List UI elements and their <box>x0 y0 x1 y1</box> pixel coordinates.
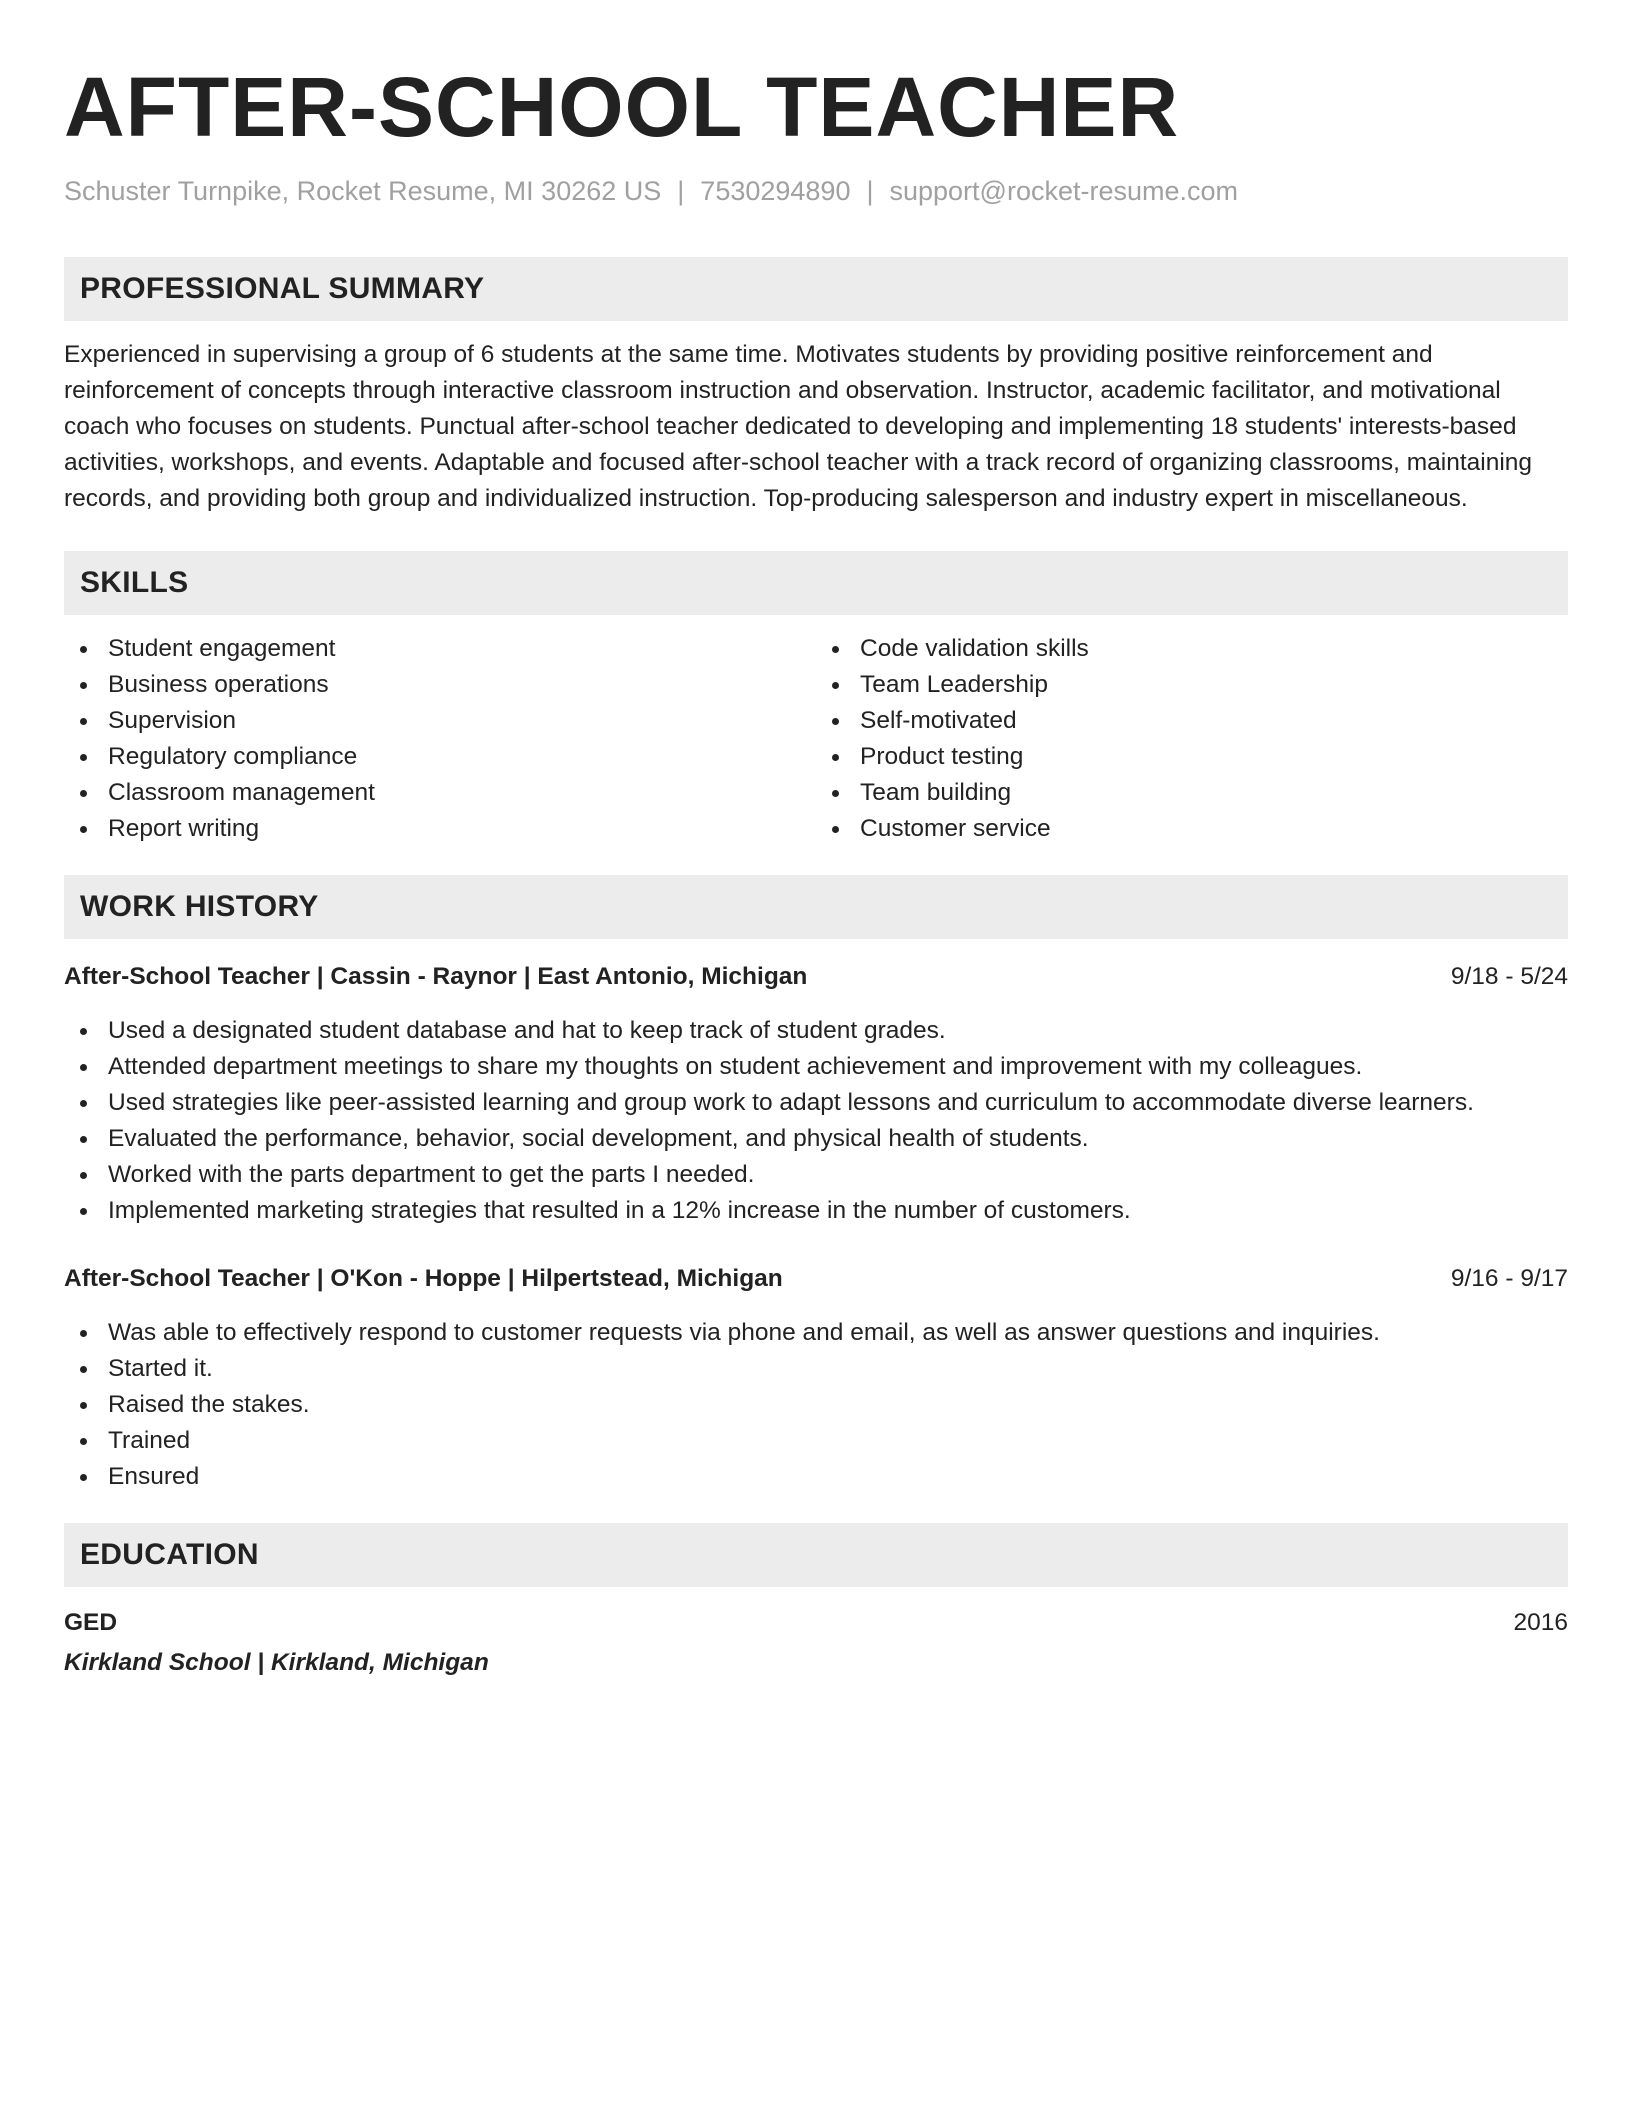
job-title: After-School Teacher | O'Kon - Hoppe | Hilpertstead, Michigan <box>64 1265 783 1293</box>
job-bullet: Used strategies like peer-assisted learning and group work to adapt lessons and curriculum to accommodate diverse learners. <box>64 1085 1568 1121</box>
education-school: Kirkland School | Kirkland, Michigan <box>64 1649 489 1677</box>
job-entry <box>64 959 1568 1229</box>
job-bullets <box>64 1315 1568 1495</box>
skill-item: Product testing <box>816 739 1568 775</box>
education-year: 2016 <box>1513 1609 1568 1637</box>
job-bullet: Used a designated student database and hat to keep track of student grades. <box>64 1013 1568 1049</box>
skill-item: Customer service <box>816 811 1568 847</box>
contact-line <box>64 175 1568 207</box>
resume-name: AFTER-SCHOOL TEACHER <box>64 60 1180 154</box>
skills-list <box>64 631 1568 847</box>
job-bullet: Worked with the parts department to get the parts I needed. <box>64 1157 1568 1193</box>
section-header-summary: PROFESSIONAL SUMMARY <box>64 257 1568 321</box>
contact-separator: | <box>677 176 685 206</box>
skill-item: Business operations <box>64 667 816 703</box>
skill-item: Team Leadership <box>816 667 1568 703</box>
job-entry <box>64 1261 1568 1495</box>
skill-item: Code validation skills <box>816 631 1568 667</box>
job-header <box>64 1261 1568 1297</box>
job-bullet: Raised the stakes. <box>64 1387 1568 1423</box>
job-bullet: Trained <box>64 1423 1568 1459</box>
contact-phone: 7530294890 <box>700 176 851 206</box>
job-bullet: Was able to effectively respond to customer requests via phone and email, as well as answer questions and inquiries. <box>64 1315 1568 1351</box>
skills-column-left <box>64 631 816 847</box>
education-header <box>64 1605 1568 1641</box>
job-header <box>64 959 1568 995</box>
contact-address: Schuster Turnpike, Rocket Resume, MI 30262 US <box>64 176 662 206</box>
job-bullet: Evaluated the performance, behavior, social development, and physical health of students. <box>64 1121 1568 1157</box>
contact-separator: | <box>866 176 874 206</box>
education-degree: GED <box>64 1609 118 1637</box>
job-bullet: Started it. <box>64 1351 1568 1387</box>
job-dates: 9/18 - 5/24 <box>1450 963 1568 991</box>
skill-item: Report writing <box>64 811 816 847</box>
skill-item: Classroom management <box>64 775 816 811</box>
job-bullets <box>64 1013 1568 1229</box>
skills-column-right <box>816 631 1568 847</box>
section-header-education: EDUCATION <box>64 1523 1568 1587</box>
skill-item: Student engagement <box>64 631 816 667</box>
job-bullet: Attended department meetings to share my thoughts on student achievement and improvement with my colleagues. <box>64 1049 1568 1085</box>
job-title: After-School Teacher | Cassin - Raynor | East Antonio, Michigan <box>64 963 808 991</box>
job-bullet: Implemented marketing strategies that resulted in a 12% increase in the number of customers. <box>64 1193 1568 1229</box>
job-dates: 9/16 - 9/17 <box>1450 1265 1568 1293</box>
summary-text: Experienced in supervising a group of 6 students at the same time. Motivates students by providing positive reinforcement and reinforcement of concepts through interactive classroom instruction and observation. Instructor, academic facilitator, and motivational coach who focuses on students. Punctual after-school teacher dedicated to developing and implementing 18 students' interests-based activities, workshops, and events. Adaptable and focused after-school teacher with a track record of organizing classrooms, maintaining records, and providing both group and individualized instruction. Top-producing salesperson and industry expert in miscellaneous. <box>64 341 1533 513</box>
section-header-work-history: WORK HISTORY <box>64 875 1568 939</box>
skill-item: Supervision <box>64 703 816 739</box>
skill-item: Self-motivated <box>816 703 1568 739</box>
section-header-skills: SKILLS <box>64 551 1568 615</box>
job-bullet: Ensured <box>64 1459 1568 1495</box>
contact-email: support@rocket-resume.com <box>889 176 1239 206</box>
education-entry <box>64 1605 1568 1681</box>
skill-item: Regulatory compliance <box>64 739 816 775</box>
skill-item: Team building <box>816 775 1568 811</box>
